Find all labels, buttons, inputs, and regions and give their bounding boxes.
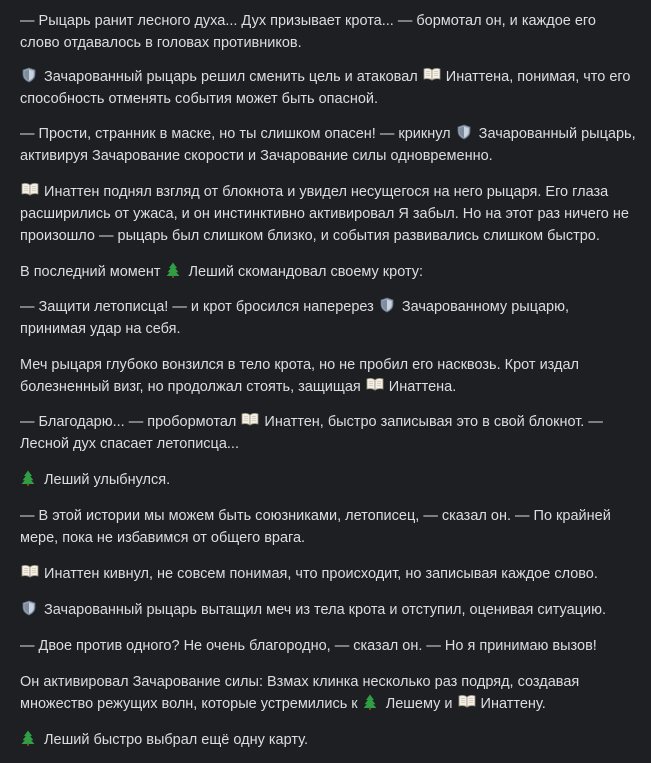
book-icon	[241, 412, 259, 428]
shield-icon	[21, 600, 39, 616]
message: Леший улыбнулся.	[20, 469, 636, 491]
book-icon	[458, 694, 476, 710]
book-icon	[21, 182, 39, 198]
tree-icon	[166, 262, 184, 278]
message: Инаттен кивнул, не совсем понимая, что происходит, но записывая каждое слово.	[20, 563, 636, 585]
message: — Рыцарь ранит лесного духа... Дух призывает крота... — бормотал он, и каждое его слово отдавалось в головах противников.	[20, 13, 596, 51]
message: Зачарованный рыцарь вытащил меч из тела крота и отступил, оценивая ситуацию.	[20, 599, 636, 621]
tree-icon	[363, 694, 381, 710]
message: Леший быстро выбрал ещё одну карту.	[20, 729, 636, 751]
shield-icon	[456, 124, 474, 140]
chat-log	[20, 0, 636, 763]
tree-icon	[21, 470, 39, 486]
book-icon	[21, 564, 39, 580]
tree-icon	[21, 730, 39, 746]
message: — В этой истории мы можем быть союзниками, летописец, — сказал он. — По крайней мере, пока не избавимся от общего врага.	[20, 508, 611, 546]
message: Инаттен поднял взгляд от блокнота и увидел несущегося на него рыцаря. Его глаза расширились от ужаса, и он инстинктивно активировал Я забыл. Но на этот раз ничего не произошло — рыцарь был слишком близко, и события развивались слишком быстро.	[20, 184, 629, 244]
message: — Прости, странник в маске, но ты слишком опасен! — крикнул Зачарованный рыцарь, активируя Зачарование скорости и Зачарование силы одновременно.	[20, 126, 636, 164]
message: — Двое против одного? Не очень благородно, — сказал он. — Но я принимаю вызов!	[20, 638, 597, 654]
message: — Защити летописца! — и крот бросился наперерез Зачарованному рыцарю, принимая удар на себя.	[20, 299, 570, 337]
message: В последний момент Леший скомандовал своему кроту:	[20, 264, 424, 280]
message: — Благодарю... — пробормотал Инаттен, быстро записывая это в свой блокнот. — Лесной дух спасает летописца...	[20, 414, 603, 452]
shield-icon	[21, 67, 39, 83]
shield-icon	[379, 297, 397, 313]
message: Зачарованный рыцарь решил сменить цель и атаковал Инаттена, понимая, что его способность отменять события может быть опасной.	[20, 69, 631, 107]
book-icon	[423, 67, 441, 83]
book-icon	[366, 377, 384, 393]
message: Меч рыцаря глубоко вонзился в тело крота, но не пробил его насквозь. Крот издал болезненный визг, но продолжал стоять, защищая Инаттена.	[20, 357, 579, 395]
message: Он активировал Зачарование силы: Взмах клинка несколько раз подряд, создавая множество режущих волн, которые устремились к Лешему и Инаттену.	[20, 674, 580, 712]
